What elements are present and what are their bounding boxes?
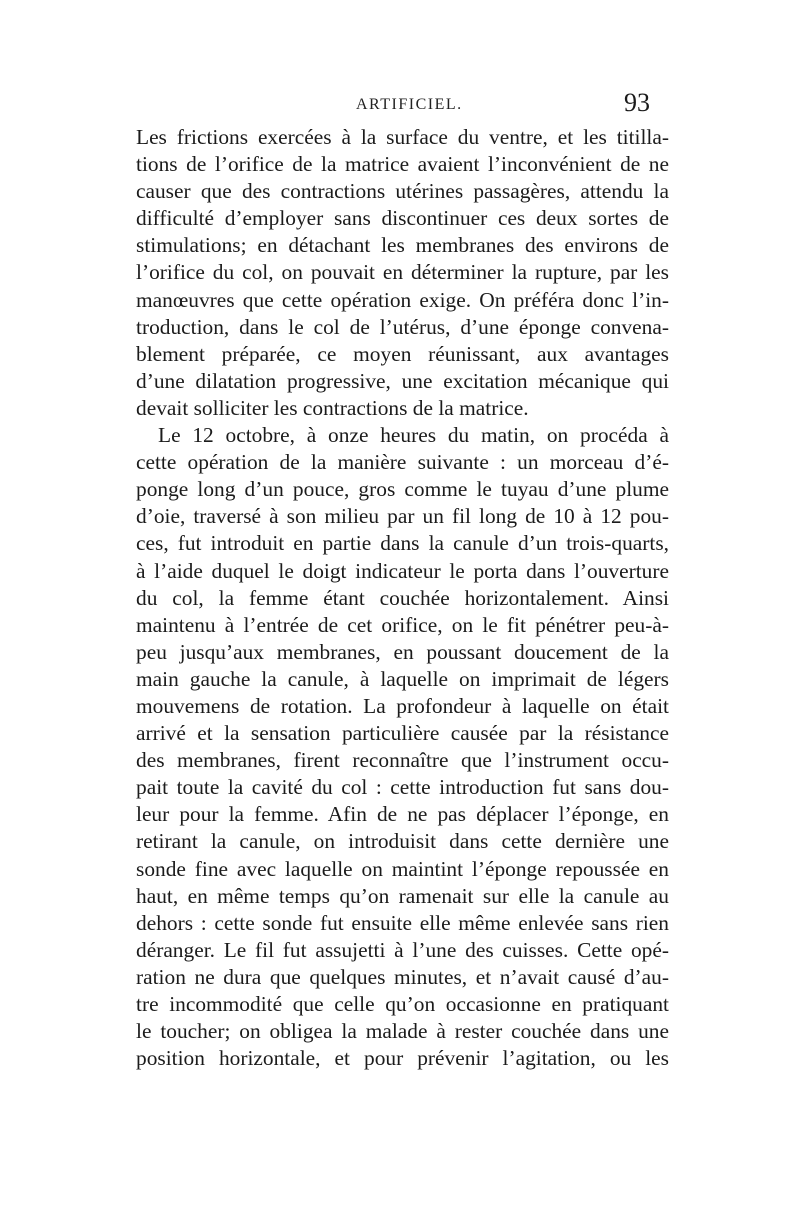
text-line: devait solliciter les contractions de la matrice. <box>136 395 529 420</box>
text-line: retirant la canule, on introduisit dans cette dernière une <box>136 829 669 854</box>
text-line: Le 12 octobre, à onze heures du matin, on procéda à <box>158 423 669 448</box>
text-line: arrivé et la sensation particulière causée par la résistance <box>136 721 669 746</box>
text-line: des membranes, firent reconnaître que l’instrument occu- <box>136 748 669 773</box>
text-line: d’une dilatation progressive, une excitation mécanique qui <box>136 368 669 393</box>
running-head: ARTIFICIEL. <box>356 96 463 113</box>
text-line: dehors : cette sonde fut ensuite elle même enlevée sans rien <box>136 910 669 935</box>
paragraph-1 <box>136 124 669 422</box>
body-text <box>136 124 669 1072</box>
text-line: tions de l’orifice de la matrice avaient l’inconvénient de ne <box>136 152 669 177</box>
text-line: difficulté d’employer sans discontinuer ces deux sortes de <box>136 206 669 231</box>
text-line: Les frictions exercées à la surface du ventre, et les titilla- <box>136 125 669 149</box>
text-line: l’orifice du col, on pouvait en déterminer la rupture, par les <box>136 260 669 285</box>
text-line: tre incommodité que celle qu’on occasionne en pratiquant <box>136 992 669 1016</box>
text-line: leur pour la femme. Afin de ne pas déplacer l’éponge, en <box>136 802 669 827</box>
text-line: manœuvres que cette opération exige. On préféra donc l’in- <box>136 287 669 312</box>
text-line: d’oie, traversé à son milieu par un fil long de 10 à 12 pou- <box>136 504 669 529</box>
page-number: 93 <box>624 88 650 117</box>
text-line: à l’aide duquel le doigt indicateur le porta dans l’ouverture <box>136 558 669 583</box>
text-line: du col, la femme étant couchée horizontalement. Ainsi <box>136 585 669 610</box>
text-line: ponge long d’un pouce, gros comme le tuyau d’une plume <box>136 477 669 502</box>
text-line: stimulations; en détachant les membranes des environs de <box>136 233 669 258</box>
text-line: main gauche la canule, à laquelle on imprimait de légers <box>136 666 669 691</box>
text-line: le toucher; on obligea la malade à rester couchée dans une <box>136 1019 669 1044</box>
text-line: mouvemens de rotation. La profondeur à laquelle on était <box>136 693 669 718</box>
text-line: ces, fut introduit en partie dans la canule d’un trois-quarts, <box>136 531 669 556</box>
text-line: cette opération de la manière suivante : un morceau d’é- <box>136 450 669 475</box>
text-line: déranger. Le fil fut assujetti à l’une des cuisses. Cette opé- <box>136 937 669 962</box>
text-line: sonde fine avec laquelle on maintint l’éponge repoussée en <box>136 856 669 881</box>
text-line: haut, en même temps qu’on ramenait sur elle la canule au <box>136 883 669 908</box>
text-line: blement préparée, ce moyen réunissant, aux avantages <box>136 341 669 366</box>
text-line: peu jusqu’aux membranes, en poussant doucement de la <box>136 639 669 664</box>
text-line: pait toute la cavité du col : cette introduction fut sans dou- <box>136 775 669 800</box>
text-line: maintenu à l’entrée de cet orifice, on le fit pénétrer peu-à- <box>136 612 669 637</box>
text-line: troduction, dans le col de l’utérus, d’une éponge convena- <box>136 314 669 339</box>
text-line: ration ne dura que quelques minutes, et n’avait causé d’au- <box>136 964 669 989</box>
text-line: causer que des contractions utérines passagères, attendu la <box>136 179 669 204</box>
text-line: position horizontale, et pour prévenir l’agitation, ou les <box>136 1046 669 1071</box>
paragraph-2 <box>136 422 669 1072</box>
